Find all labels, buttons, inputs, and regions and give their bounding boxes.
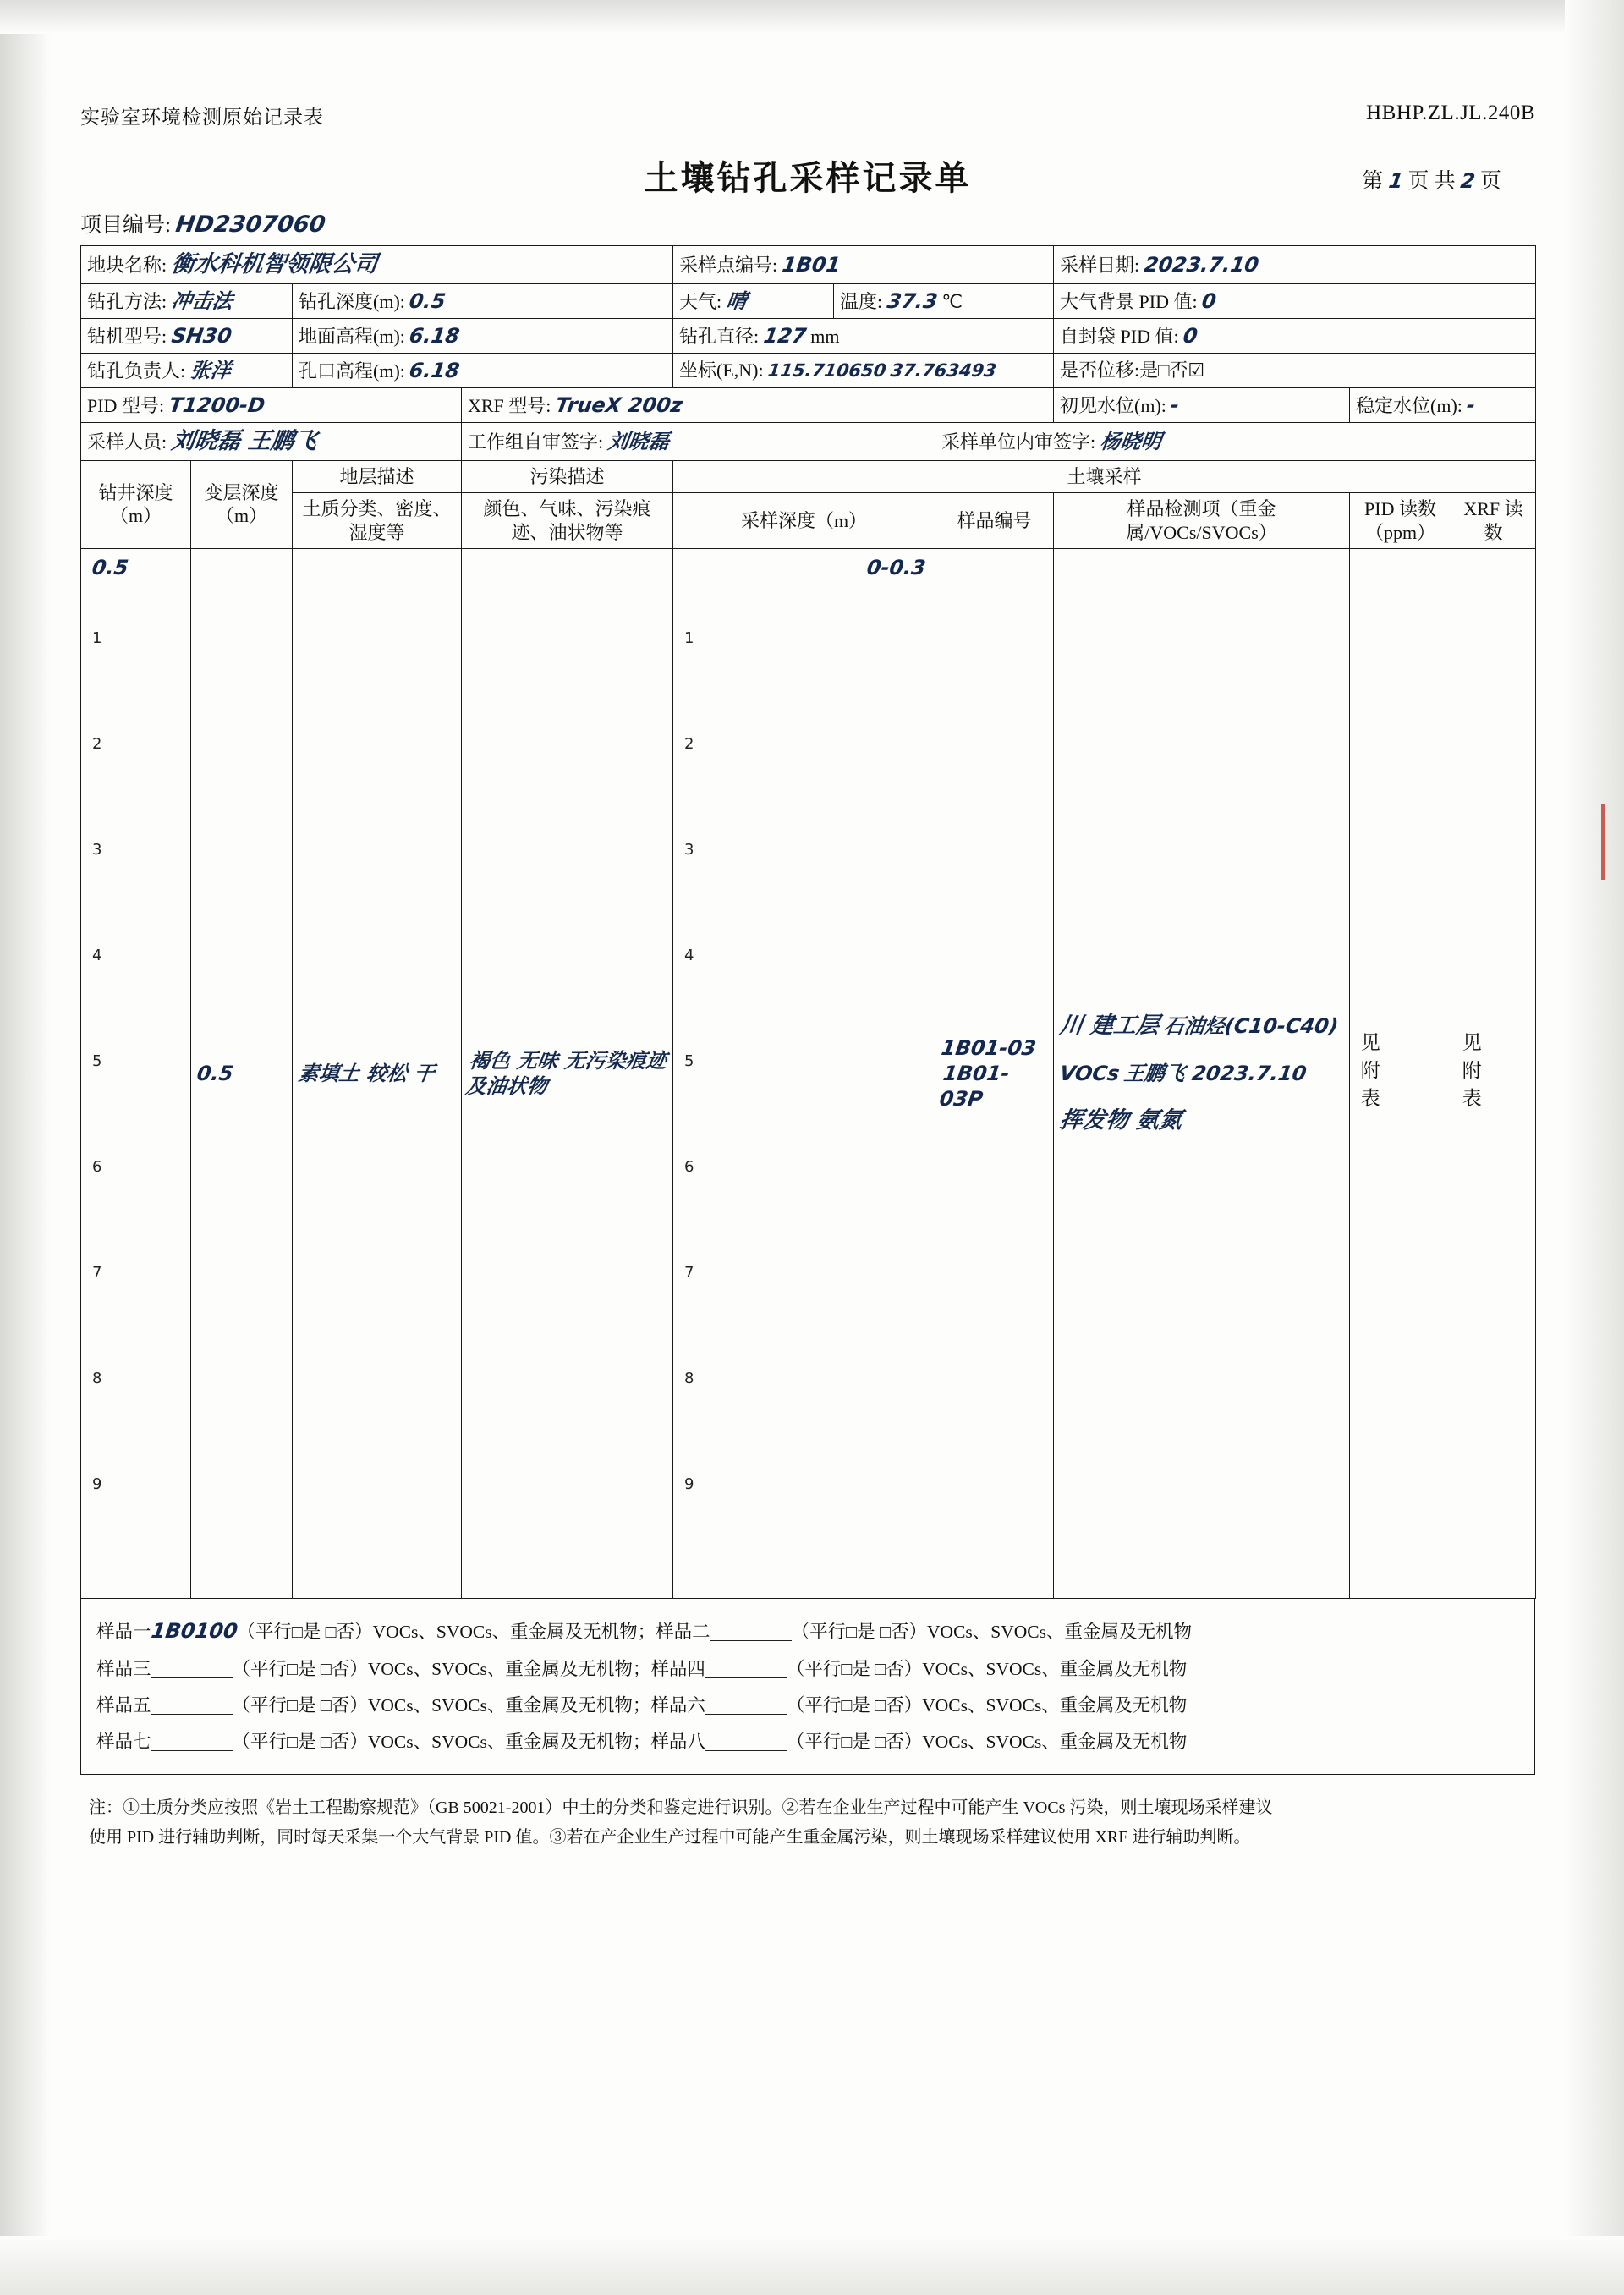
sample-label-2: 样品二 xyxy=(656,1622,710,1642)
drill-method-value: 冲击法 xyxy=(169,288,234,313)
footnote-line-2: 使用 PID 进行辅助判断，同时每天采集一个大气背景 PID 值。③若在产企业生产过程中可能产生重金属污染，则土壤现场采样建议使用 XRF 进行辅助判断。 xyxy=(89,1828,1251,1847)
temperature-value: 37.3 xyxy=(885,288,939,313)
temperature-label: 温度: xyxy=(840,290,883,312)
scan-edge-top xyxy=(0,0,1624,34)
depth-tick-4: 4 xyxy=(92,947,102,964)
depth-tick-9: 9 xyxy=(92,1475,102,1493)
mouth-elevation-value: 6.18 xyxy=(408,358,462,382)
sample-parallel-8: （平行□是 □否）VOCs、SVOCs、重金属及无机物 xyxy=(786,1732,1188,1752)
test-item-note-2: 石油烃(C10-C40) xyxy=(1161,1014,1340,1039)
site-name-label: 地块名称: xyxy=(87,255,167,276)
drill-method-cell xyxy=(81,283,293,318)
xrf-model-cell xyxy=(462,387,1054,422)
page-title: 土壤钻孔采样记录单 xyxy=(644,159,972,197)
page-total: 2 xyxy=(1459,169,1477,193)
drill-machine-cell xyxy=(81,318,293,353)
drill-leader-value: 张洋 xyxy=(188,358,233,382)
document-code: HBHP.ZL.JL.240B xyxy=(1366,102,1535,124)
sample-tick-3: 3 xyxy=(684,841,694,859)
main-form-table xyxy=(80,245,1536,1599)
project-number-label: 项目编号: xyxy=(80,214,171,237)
sample-blank-5 xyxy=(151,1695,233,1715)
info-row-site xyxy=(81,246,1536,284)
coordinate-label: 坐标(E,N): xyxy=(679,360,764,381)
sample-label-8: 样品八 xyxy=(650,1732,705,1752)
sample-tick-6: 6 xyxy=(684,1158,694,1176)
drill-leader-label: 钻孔负责人: xyxy=(87,360,186,382)
drill-machine-value: SH30 xyxy=(169,323,233,348)
sample-label-4: 样品四 xyxy=(650,1659,705,1679)
sample-parallel-4: （平行□是 □否）VOCs、SVOCs、重金属及无机物 xyxy=(786,1659,1188,1679)
sample-depth-column xyxy=(673,549,935,1599)
ground-elevation-value: 6.18 xyxy=(408,323,462,348)
sample-footer-row-4: 样品七 （平行□是 □否）VOCs、SVOCs、重金属及无机物；样品八 （平行□是 □否）VOCs、SVOCs、重金属及无机物 xyxy=(96,1732,1188,1752)
th-strata-group: 地层描述 xyxy=(293,460,462,493)
test-item-note-4: 王鹏飞 2023.7.10 xyxy=(1122,1062,1309,1085)
info-row-signatures xyxy=(81,422,1536,460)
th-pollution-group: 污染描述 xyxy=(462,460,673,493)
stable-water-level-label: 稳定水位(m): xyxy=(1356,394,1462,416)
xrf-model-label: XRF 型号: xyxy=(468,394,551,416)
coordinate-cell xyxy=(673,353,1054,387)
th-test-items: 样品检测项（重金属/VOCs/SVOCs） xyxy=(1054,493,1350,549)
sample-id-value-1: 1B01-03 xyxy=(940,1036,1038,1060)
coordinate-east: 115.710650 xyxy=(766,360,888,381)
form-sheet xyxy=(80,102,1535,1853)
temperature-unit: ℃ xyxy=(941,290,963,312)
sample-tick-5: 5 xyxy=(684,1052,694,1070)
mouth-elevation-label: 孔口高程(m): xyxy=(299,360,405,382)
page-prefix: 第 xyxy=(1362,170,1384,193)
sample-date-cell xyxy=(1054,246,1536,284)
footnote-line-1: 注：①土质分类应按照《岩土工程勘察规范》（GB 50021-2001）中土的分类和鉴定进行识别。②若在企业生产过程中可能产生 VOCs 污染，则土壤现场采样建议 xyxy=(89,1798,1273,1817)
sample-footer-row-2: 样品三 （平行□是 □否）VOCs、SVOCs、重金属及无机物；样品四 （平行□是 □否）VOCs、SVOCs、重金属及无机物 xyxy=(96,1659,1188,1679)
sample-label-3: 样品三 xyxy=(96,1659,151,1679)
sampler-value: 刘晓磊 王鹏飞 xyxy=(169,427,319,454)
sample-date-value: 2023.7.10 xyxy=(1142,252,1260,277)
th-sample-id: 样品编号 xyxy=(935,493,1054,549)
th-layer-depth: 变层深度（m） xyxy=(191,460,293,549)
layer-depth-value: 0.5 xyxy=(195,1062,235,1085)
internal-check-label: 采样单位内审签字: xyxy=(941,431,1096,453)
th-pid-reading: PID 读数（ppm） xyxy=(1350,493,1451,549)
pid-reading-column xyxy=(1350,549,1451,1599)
sample-tick-8: 8 xyxy=(684,1370,694,1387)
ground-elevation-label: 地面高程(m): xyxy=(299,325,405,347)
well-depth-column xyxy=(81,549,191,1599)
column-header-row xyxy=(81,493,1536,549)
sample-tick-7: 7 xyxy=(684,1264,694,1282)
log-body-row xyxy=(81,549,1536,1599)
background-pid-label: 大气背景 PID 值: xyxy=(1060,290,1198,312)
bag-pid-value: 0 xyxy=(1182,323,1199,348)
sample-date-label: 采样日期: xyxy=(1060,254,1140,276)
th-pollution-sub: 颜色、气味、污染痕迹、油状物等 xyxy=(462,493,673,549)
weather-cell xyxy=(673,283,834,318)
drill-machine-label: 钻机型号: xyxy=(87,325,167,347)
coordinate-north: 37.763493 xyxy=(889,360,998,381)
samples-footer-block xyxy=(80,1599,1535,1775)
sampler-cell xyxy=(81,422,462,460)
ground-elevation-cell xyxy=(293,318,673,353)
scan-edge-bottom xyxy=(0,2236,1624,2295)
site-name-cell xyxy=(81,246,673,284)
self-check-value: 刘晓磊 xyxy=(606,429,671,453)
pollution-description-value: 褐色 无味 无污染痕迹及油状物 xyxy=(464,1049,668,1098)
self-check-label: 工作组自审签字: xyxy=(468,431,604,453)
sample-footer-row-1: 样品一1B0100（平行□是 □否）VOCs、SVOCs、重金属及无机物；样品二 （平行□是 □否）VOCs、SVOCs、重金属及无机物 xyxy=(96,1611,1519,1651)
red-margin-mark xyxy=(1601,804,1605,880)
th-soil-sampling-group: 土壤采样 xyxy=(673,460,1536,493)
strata-description-column xyxy=(293,549,462,1599)
depth-tick-8: 8 xyxy=(92,1370,102,1387)
pid-model-value: T1200-D xyxy=(167,393,266,417)
mouth-elevation-cell xyxy=(293,353,673,387)
layer-depth-column xyxy=(191,549,293,1599)
background-pid-cell xyxy=(1054,283,1536,318)
hole-diameter-unit: mm xyxy=(810,325,840,347)
xrf-reading-column xyxy=(1451,549,1536,1599)
sample-parallel-3: （平行□是 □否）VOCs、SVOCs、重金属及无机物 xyxy=(232,1659,633,1679)
depth-tick-7: 7 xyxy=(92,1264,102,1282)
sample-parallel-7: （平行□是 □否）VOCs、SVOCs、重金属及无机物 xyxy=(232,1732,633,1752)
sample-tick-1: 1 xyxy=(684,629,694,647)
sample-footer-row-3: 样品五 （平行□是 □否）VOCs、SVOCs、重金属及无机物；样品六 （平行□是 □否）VOCs、SVOCs、重金属及无机物 xyxy=(96,1695,1188,1716)
depth-tick-6: 6 xyxy=(92,1158,102,1176)
page-current: 1 xyxy=(1386,169,1405,193)
first-water-level-cell xyxy=(1054,387,1350,422)
th-well-depth: 钻井深度（m） xyxy=(81,460,191,549)
sample-blank-6 xyxy=(705,1695,787,1715)
sample-label-1: 样品一 xyxy=(96,1622,151,1642)
drill-depth-value: 0.5 xyxy=(408,288,447,313)
pid-reading-value: 见附表 xyxy=(1358,1031,1380,1116)
sample-depth-value: 0-0.3 xyxy=(864,556,927,579)
bag-pid-label: 自封袋 PID 值: xyxy=(1060,325,1179,347)
sample-parallel-5: （平行□是 □否）VOCs、SVOCs、重金属及无机物 xyxy=(232,1695,633,1716)
test-item-note-1: 川 建工层 xyxy=(1057,1013,1161,1040)
well-depth-scale xyxy=(87,553,184,1594)
project-number-line xyxy=(80,208,1535,239)
project-number-value: HD2307060 xyxy=(174,211,327,238)
test-items-column xyxy=(1054,549,1350,1599)
sampler-label: 采样人员: xyxy=(87,431,167,453)
sample-blank-7 xyxy=(151,1732,233,1751)
sample-parallel-1: （平行□是 □否）VOCs、SVOCs、重金属及无机物 xyxy=(237,1622,638,1642)
bag-pid-cell xyxy=(1054,318,1536,353)
sample-blank-2 xyxy=(710,1622,792,1641)
first-water-level-label: 初见水位(m): xyxy=(1060,394,1166,416)
sample-blank-4 xyxy=(705,1659,787,1678)
sample-tick-2: 2 xyxy=(684,735,694,753)
xrf-reading-value: 见附表 xyxy=(1459,1031,1481,1116)
sample-id-column xyxy=(935,549,1054,1599)
sample-parallel-2: （平行□是 □否）VOCs、SVOCs、重金属及无机物 xyxy=(791,1622,1192,1642)
form-name: 实验室环境检测原始记录表 xyxy=(80,107,324,128)
test-item-note-3: VOCs xyxy=(1058,1062,1122,1085)
site-name-value: 衡水科机智领限公司 xyxy=(169,251,379,277)
point-no-label: 采样点编号: xyxy=(679,254,778,276)
xrf-model-value: TrueX 200z xyxy=(553,393,684,417)
sample-depth-scale xyxy=(679,553,929,1594)
background-pid-value: 0 xyxy=(1200,288,1218,313)
sample-tick-9: 9 xyxy=(684,1475,694,1493)
column-group-header-row xyxy=(81,460,1536,493)
stable-water-level-value: - xyxy=(1465,393,1478,417)
depth-tick-5: 5 xyxy=(92,1052,102,1070)
displacement-cell: 是否位移:是□否☑ xyxy=(1054,353,1536,387)
depth-tick-2: 2 xyxy=(92,735,102,753)
document-header xyxy=(80,102,1535,129)
th-xrf-reading: XRF 读数 xyxy=(1451,493,1536,549)
drill-method-label: 钻孔方法: xyxy=(87,290,167,312)
sample-value-1: 1B0100 xyxy=(149,1619,239,1643)
info-row-instruments xyxy=(81,387,1536,422)
sample-blank-3 xyxy=(151,1659,233,1678)
sample-label-6: 样品六 xyxy=(650,1695,705,1716)
info-row-machine xyxy=(81,318,1536,353)
depth-tick-1: 1 xyxy=(92,629,102,647)
weather-value: 晴 xyxy=(724,288,749,313)
point-no-cell xyxy=(673,246,1054,284)
scan-edge-right xyxy=(1565,0,1624,2295)
pollution-description-column xyxy=(462,549,673,1599)
well-depth-value: 0.5 xyxy=(91,556,130,579)
sample-blank-8 xyxy=(705,1732,787,1751)
depth-tick-3: 3 xyxy=(92,841,102,859)
self-check-cell xyxy=(462,422,935,460)
temperature-cell xyxy=(834,283,1054,318)
page-mid: 页 共 xyxy=(1407,170,1456,193)
hole-diameter-value: 127 xyxy=(761,323,808,348)
drill-depth-cell xyxy=(293,283,673,318)
internal-check-cell xyxy=(935,422,1536,460)
pid-model-label: PID 型号: xyxy=(87,394,165,416)
point-no-value: 1B01 xyxy=(780,252,842,277)
sample-label-7: 样品七 xyxy=(96,1732,151,1752)
pid-model-cell xyxy=(81,387,462,422)
test-item-note-5: 挥发物 氨氮 xyxy=(1057,1107,1184,1134)
footnote-block xyxy=(80,1793,1535,1853)
hole-diameter-label: 钻孔直径: xyxy=(679,325,760,347)
sample-tick-4: 4 xyxy=(684,947,694,964)
drill-leader-cell xyxy=(81,353,293,387)
hole-diameter-cell xyxy=(673,318,1054,353)
sample-label-5: 样品五 xyxy=(96,1695,151,1716)
sample-id-value-2: 1B01-03P xyxy=(937,1062,1012,1111)
info-row-method xyxy=(81,283,1536,318)
drill-depth-label: 钻孔深度(m): xyxy=(299,290,405,312)
page-suffix: 页 xyxy=(1479,170,1501,193)
stable-water-level-cell xyxy=(1350,387,1536,422)
scan-edge-left xyxy=(0,0,51,2295)
th-sample-depth: 采样深度（m） xyxy=(673,493,935,549)
strata-description-value: 素填土 较松 干 xyxy=(297,1062,436,1085)
info-row-leader xyxy=(81,353,1536,387)
internal-check-value: 杨晓明 xyxy=(1098,429,1163,453)
first-water-level-value: - xyxy=(1169,393,1182,417)
sample-parallel-6: （平行□是 □否）VOCs、SVOCs、重金属及无机物 xyxy=(786,1695,1188,1716)
weather-label: 天气: xyxy=(679,290,722,312)
th-strata-sub: 土质分类、密度、湿度等 xyxy=(293,493,462,549)
